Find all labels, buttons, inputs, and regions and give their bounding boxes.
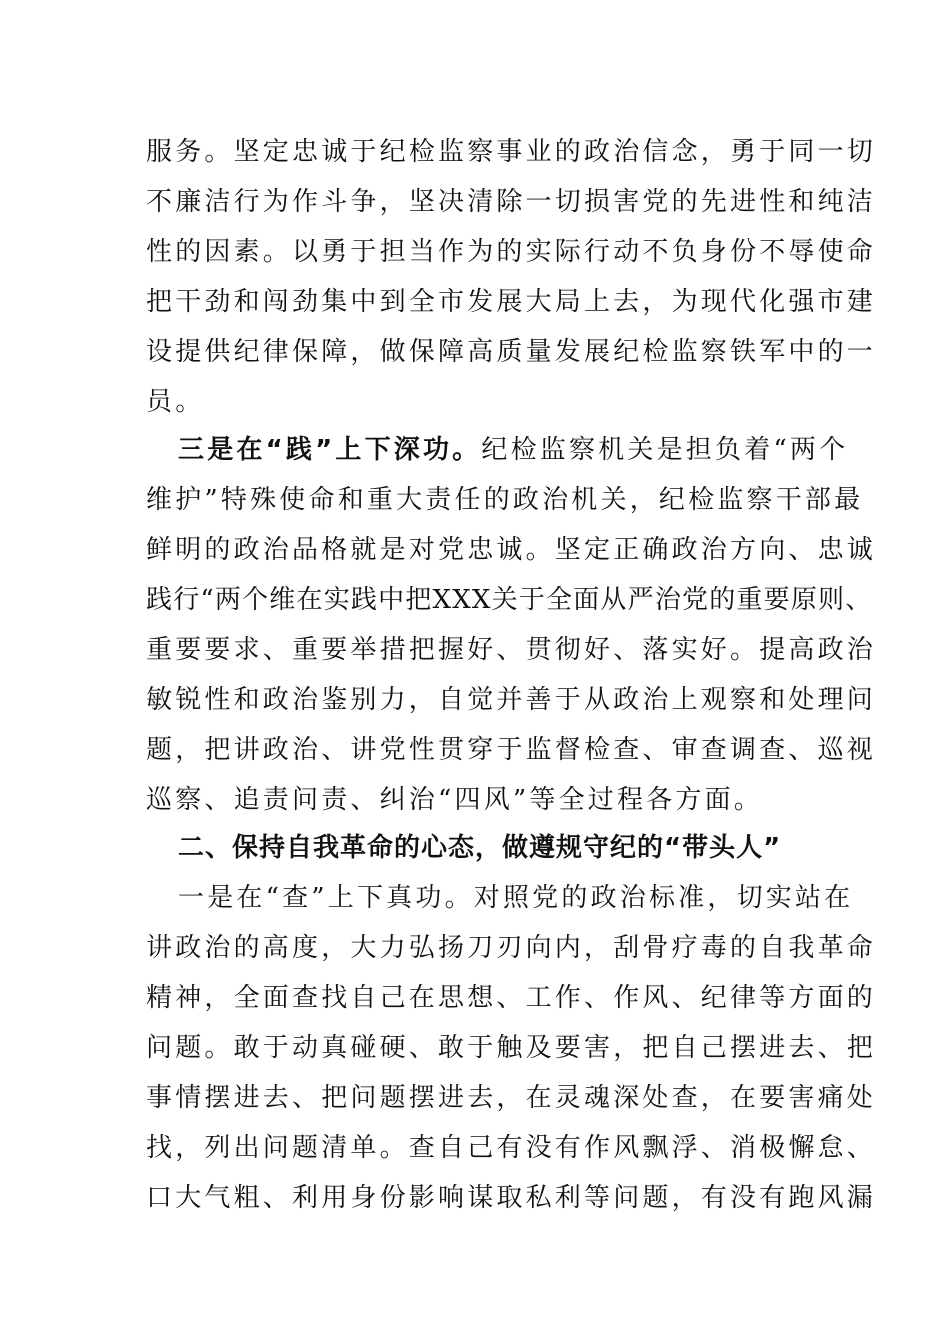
paragraph-line: 敏锐性和政治鉴别力，自觉并善于从政治上观察和处理问	[146, 685, 877, 715]
paragraph-line: 重要要求、重要举措把握好、贯彻好、落实好。提高政治	[146, 635, 877, 665]
paragraph-line: 一是在“查”上下真功。对照党的政治标准，切实站在	[178, 883, 854, 913]
paragraph-line: 题，把讲政治、讲党性贯穿于监督检查、审查调查、巡视	[146, 735, 877, 765]
paragraph-line: 不廉洁行为作斗争，坚决清除一切损害党的先进性和纯洁	[146, 187, 877, 217]
paragraph-line: 把干劲和闯劲集中到全市发展大局上去，为现代化强市建	[146, 287, 877, 317]
paragraph-line: 精神，全面查找自己在思想、工作、作风、纪律等方面的	[146, 983, 877, 1013]
paragraph-line: 巡察、追责问责、纠治“四风”等全过程各方面。	[146, 785, 763, 815]
paragraph-line: 口大气粗、利用身份影响谋取私利等问题，有没有跑风漏	[146, 1183, 877, 1213]
paragraph-line: 服务。坚定忠诚于纪检监察事业的政治信念，勇于同一切	[146, 137, 877, 167]
paragraph-line: 讲政治的高度，大力弘扬刀刃向内，刮骨疗毒的自我革命	[146, 933, 877, 963]
paragraph-line: 找，列出问题清单。查自己有没有作风飘浮、消极懈怠、	[146, 1133, 877, 1163]
bold-lead: 三是在“践”上下深功。	[178, 435, 482, 465]
paragraph-line: 事情摆进去、把问题摆进去，在灵魂深处查，在要害痛处	[146, 1083, 877, 1113]
section-heading: 二、保持自我革命的心态，做遵规守纪的“带头人”	[178, 833, 782, 863]
paragraph-line: 践行“两个维在实践中把XXX关于全面从严治党的重要原则、	[146, 585, 873, 615]
paragraph-line: 性的因素。以勇于担当作为的实际行动不负身份不辱使命	[146, 237, 877, 267]
paragraph-text: 纪检监察机关是担负着“两个	[481, 435, 849, 465]
paragraph-line	[178, 425, 848, 475]
paragraph-line: 鲜明的政治品格就是对党忠诚。坚定正确政治方向、忠诚	[146, 535, 877, 565]
paragraph-line: 问题。敢于动真碰硬、敢于触及要害，把自己摆进去、把	[146, 1033, 877, 1063]
paragraph-line: 设提供纪律保障，做保障高质量发展纪检监察铁军中的一	[146, 337, 877, 367]
paragraph-line: 维护”特殊使命和重大责任的政治机关，纪检监察干部最	[146, 485, 864, 515]
paragraph-line: 员。	[146, 387, 205, 417]
